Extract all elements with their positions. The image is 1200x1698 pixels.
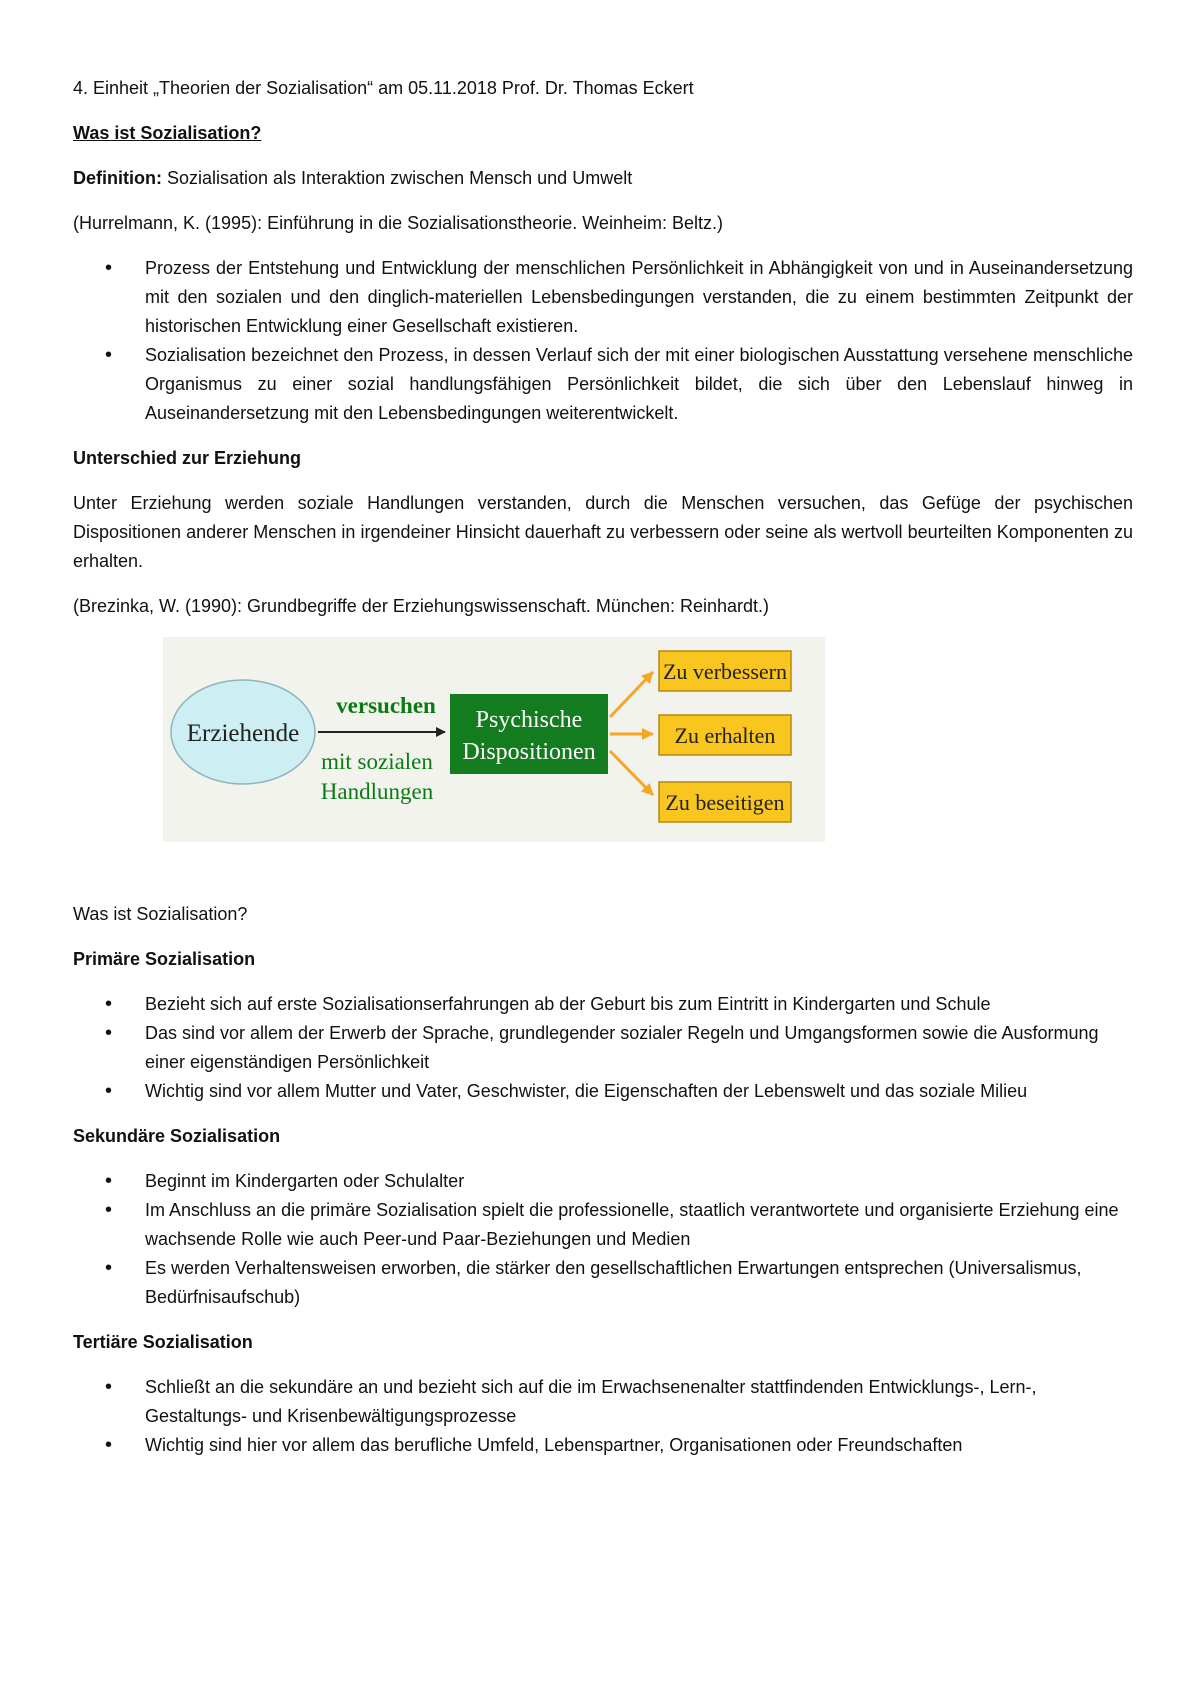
- erziehung-diagram: [163, 637, 825, 842]
- citation-brezinka: (Brezinka, W. (1990): Grundbegriffe der Erziehungswissenschaft. München: Reinhardt.): [73, 596, 770, 616]
- primary-bullet-list: [73, 990, 1133, 1106]
- document-header: 4. Einheit „Theorien der Sozialisation“ am 05.11.2018 Prof. Dr. Thomas Eckert: [73, 78, 694, 98]
- tertiary-bullet-list: [73, 1373, 1133, 1460]
- section-title-was-ist-sozialisation: Was ist Sozialisation?: [73, 904, 248, 924]
- arrow-label-versuchen: versuchen: [336, 693, 436, 718]
- diagram-svg: [163, 637, 825, 842]
- list-item: • Schließt an die sekundäre an und bezieht sich auf die im Erwachsenenalter stattfindenden Entwicklungs-, Lern-, Gestaltungs- und Krisenbewältigungsprozesse: [73, 1373, 1133, 1431]
- section-heading-unterschied-erziehung: Unterschied zur Erziehung: [73, 448, 302, 468]
- target-label-beseitigen: Zu beseitigen: [665, 790, 785, 815]
- target-label-verbessern: Zu verbessern: [662, 659, 788, 684]
- target-label-erhalten: Zu erhalten: [674, 723, 776, 748]
- heading-sekundaere-sozialisation: Sekundäre Sozialisation: [73, 1126, 281, 1146]
- list-item: • Es werden Verhaltensweisen erworben, die stärker den gesellschaftlichen Erwartungen entsprechen (Universalismus, Bedürfnisaufschub): [73, 1254, 1133, 1312]
- list-item: • Sozialisation bezeichnet den Prozess, in dessen Verlauf sich der mit einer biologischen Ausstattung versehene menschliche Organismus zu einer sozial handlungsfähigen Persönlichkeit bildet, die sich über den Lebenslauf hinweg in Auseinandersetzung mit den Lebensbedingungen weiterentwickelt.: [73, 341, 1133, 428]
- arrow-label-mit-sozialen: mit sozialen: [321, 749, 433, 774]
- section-heading-was-ist-sozialisation: Was ist Sozialisation?: [73, 123, 262, 143]
- spacer: [73, 858, 1133, 900]
- erziehende-label: Erziehende: [186, 720, 300, 747]
- arrow-label-handlungen: Handlungen: [320, 779, 434, 804]
- citation-hurrelmann: (Hurrelmann, K. (1995): Einführung in die Sozialisationstheorie. Weinheim: Beltz.): [73, 213, 723, 233]
- list-item: • Wichtig sind vor allem Mutter und Vater, Geschwister, die Eigenschaften der Lebenswelt und das soziale Milieu: [73, 1077, 1133, 1106]
- list-item: • Wichtig sind hier vor allem das berufliche Umfeld, Lebenspartner, Organisationen oder Freundschaften: [73, 1431, 1133, 1460]
- erziehung-paragraph: Unter Erziehung werden soziale Handlungen verstanden, durch die Menschen versuchen, das Gefüge der psychischen Dispositionen anderer Menschen in irgendeiner Hinsicht dauerhaft zu verbessern oder seine als wertvoll beurteilten Komponenten zu erhalten.: [73, 493, 1133, 571]
- list-item: • Bezieht sich auf erste Sozialisationserfahrungen ab der Geburt bis zum Eintritt in Kindergarten und Schule: [73, 990, 1133, 1019]
- center-label-psychische: Psychische: [475, 707, 583, 733]
- list-item: • Beginnt im Kindergarten oder Schulalter: [73, 1167, 1133, 1196]
- document-content: [73, 74, 1133, 1476]
- heading-tertiaere-sozialisation: Tertiäre Sozialisation: [73, 1332, 253, 1352]
- list-item: • Prozess der Entstehung und Entwicklung der menschlichen Persönlichkeit in Abhängigkeit von und in Auseinandersetzung mit den sozialen und den dinglich-materiellen Lebensbedingungen verstanden, die zu einem bestimmten Zeitpunkt der historischen Entwicklung einer Gesellschaft existieren.: [73, 254, 1133, 341]
- definition-text: Sozialisation als Interaktion zwischen Mensch und Umwelt: [161, 168, 633, 188]
- definition-label: Definition:: [73, 168, 162, 188]
- center-label-dispositionen: Dispositionen: [462, 739, 596, 765]
- list-item: • Im Anschluss an die primäre Sozialisation spielt die professionelle, staatlich verantwortete und organisierte Erziehung eine wachsende Rolle wie auch Peer-und Paar-Beziehungen und Medien: [73, 1196, 1133, 1254]
- definition-line: [73, 164, 1133, 193]
- definition-bullet-list: [73, 254, 1133, 428]
- secondary-bullet-list: [73, 1167, 1133, 1312]
- heading-primaere-sozialisation: Primäre Sozialisation: [73, 949, 256, 969]
- list-item: • Das sind vor allem der Erwerb der Sprache, grundlegender sozialer Regeln und Umgangsformen sowie die Ausformung einer eigenständigen Persönlichkeit: [73, 1019, 1133, 1077]
